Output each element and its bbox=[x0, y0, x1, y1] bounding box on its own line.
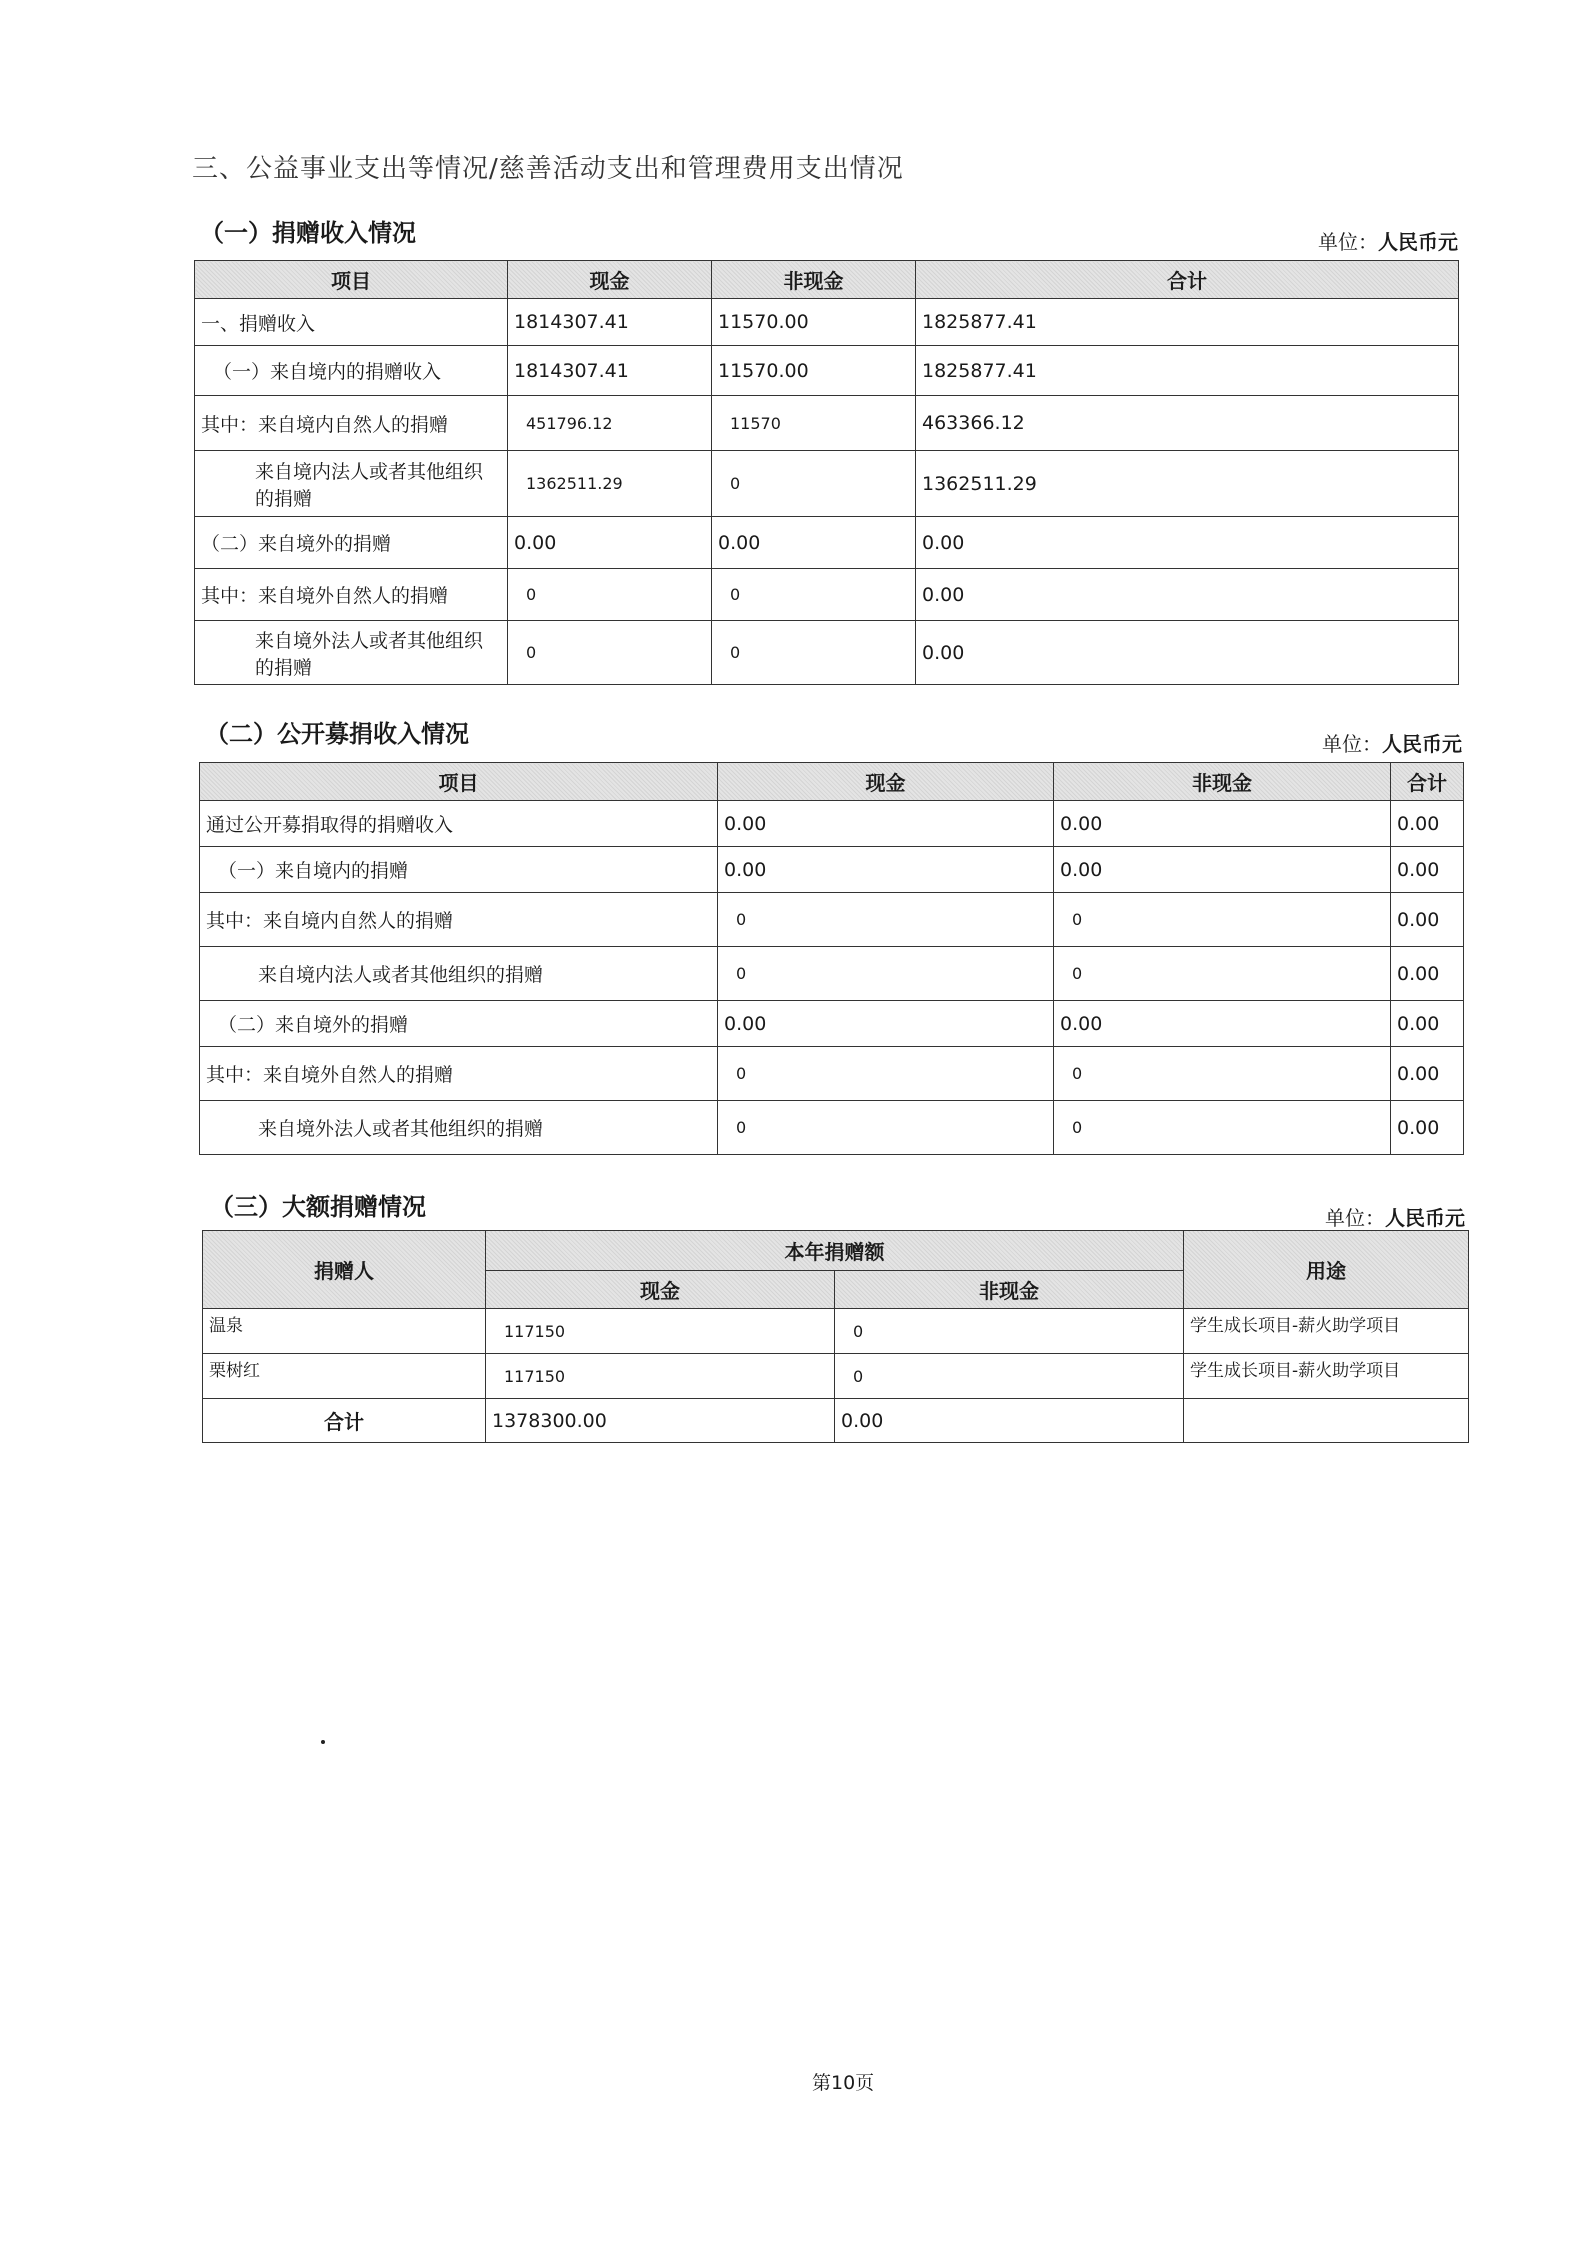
row-donor: 栗树红 bbox=[203, 1354, 486, 1399]
row-item: （一）来自境内的捐赠收入 bbox=[195, 346, 508, 396]
row-total: 0.00 bbox=[1391, 801, 1464, 847]
row-cash: 0 bbox=[718, 1047, 1054, 1101]
table-row bbox=[200, 947, 1464, 1001]
large-donation-table bbox=[202, 1230, 1469, 1443]
row-noncash: 0.00 bbox=[1054, 1001, 1391, 1047]
table-header-row bbox=[203, 1231, 1469, 1271]
row-item: 通过公开募捐取得的捐赠收入 bbox=[200, 801, 718, 847]
row-noncash: 11570.00 bbox=[712, 346, 916, 396]
large-donation-title: （三）大额捐赠情况 bbox=[210, 1193, 426, 1221]
col-header-donor: 捐赠人 bbox=[203, 1231, 486, 1309]
row-total: 0.00 bbox=[1391, 1001, 1464, 1047]
public-fundraising-table bbox=[199, 762, 1464, 1155]
table-header-row bbox=[195, 261, 1459, 299]
row-cash: 117150 bbox=[486, 1354, 835, 1399]
table-row bbox=[200, 893, 1464, 947]
row-noncash: 11570 bbox=[712, 396, 916, 451]
row-item: 来自境外法人或者其他组织的捐赠 bbox=[200, 1101, 718, 1155]
row-cash: 0 bbox=[508, 569, 712, 621]
row-item: （一）来自境内的捐赠 bbox=[200, 847, 718, 893]
row-total: 0.00 bbox=[916, 517, 1459, 569]
row-total: 463366.12 bbox=[916, 396, 1459, 451]
unit-value: 人民币元 bbox=[1378, 230, 1458, 254]
table-row bbox=[200, 847, 1464, 893]
table-row bbox=[195, 451, 1459, 517]
row-cash: 0.00 bbox=[508, 517, 712, 569]
col-header-total: 合计 bbox=[916, 261, 1459, 299]
table-row bbox=[195, 569, 1459, 621]
table-row bbox=[195, 299, 1459, 346]
row-cash: 117150 bbox=[486, 1309, 835, 1354]
row-total: 0.00 bbox=[916, 569, 1459, 621]
row-cash: 0 bbox=[718, 893, 1054, 947]
row-total: 0.00 bbox=[1391, 1101, 1464, 1155]
row-noncash: 0 bbox=[1054, 1047, 1391, 1101]
unit-label: 单位： bbox=[1322, 732, 1382, 756]
row-purpose: 学生成长项目-薪火助学项目 bbox=[1184, 1354, 1469, 1399]
row-item: 其中：来自境内自然人的捐赠 bbox=[195, 396, 508, 451]
row-noncash: 11570.00 bbox=[712, 299, 916, 346]
table-header-row bbox=[200, 763, 1464, 801]
row-noncash: 0.00 bbox=[712, 517, 916, 569]
row-total: 1362511.29 bbox=[916, 451, 1459, 517]
row-noncash: 0 bbox=[835, 1309, 1184, 1354]
row-item: 其中：来自境外自然人的捐赠 bbox=[200, 1047, 718, 1101]
table-total-row bbox=[203, 1399, 1469, 1443]
table-row bbox=[195, 396, 1459, 451]
col-header-cash: 现金 bbox=[486, 1271, 835, 1309]
row-noncash: 0 bbox=[835, 1354, 1184, 1399]
row-purpose: 学生成长项目-薪火助学项目 bbox=[1184, 1309, 1469, 1354]
col-header-noncash: 非现金 bbox=[712, 261, 916, 299]
col-header-noncash: 非现金 bbox=[835, 1271, 1184, 1309]
row-total: 0.00 bbox=[1391, 847, 1464, 893]
row-item: 来自境内法人或者其他组织的捐赠 bbox=[200, 947, 718, 1001]
row-noncash: 0 bbox=[1054, 947, 1391, 1001]
unit-value: 人民币元 bbox=[1382, 732, 1462, 756]
table-row bbox=[203, 1354, 1469, 1399]
table-row bbox=[200, 1047, 1464, 1101]
row-total: 1825877.41 bbox=[916, 346, 1459, 396]
row-cash: 0 bbox=[508, 621, 712, 685]
row-noncash: 0 bbox=[712, 569, 916, 621]
row-total: 0.00 bbox=[916, 621, 1459, 685]
row-cash: 0 bbox=[718, 1101, 1054, 1155]
row-item: 其中：来自境外自然人的捐赠 bbox=[195, 569, 508, 621]
donation-income-unit bbox=[1318, 226, 1458, 255]
row-total: 0.00 bbox=[1391, 893, 1464, 947]
unit-value: 人民币元 bbox=[1385, 1206, 1465, 1230]
donation-income-title: （一）捐赠收入情况 bbox=[200, 219, 416, 247]
row-cash: 451796.12 bbox=[508, 396, 712, 451]
page-number: 第10页 bbox=[812, 2072, 875, 2094]
large-donation-unit bbox=[1325, 1202, 1465, 1231]
table-row bbox=[195, 346, 1459, 396]
col-header-item: 项目 bbox=[200, 763, 718, 801]
row-item: （二）来自境外的捐赠 bbox=[200, 1001, 718, 1047]
row-noncash: 0.00 bbox=[1054, 801, 1391, 847]
row-total: 0.00 bbox=[1391, 947, 1464, 1001]
table-row bbox=[200, 801, 1464, 847]
row-item: 来自境内法人或者其他组织的捐赠 bbox=[195, 451, 508, 517]
row-noncash: 0 bbox=[712, 621, 916, 685]
col-header-item: 项目 bbox=[195, 261, 508, 299]
row-cash: 0 bbox=[718, 947, 1054, 1001]
row-cash: 0.00 bbox=[718, 801, 1054, 847]
table-row bbox=[200, 1101, 1464, 1155]
row-noncash: 0 bbox=[1054, 1101, 1391, 1155]
donation-income-table bbox=[194, 260, 1459, 685]
row-total: 1825877.41 bbox=[916, 299, 1459, 346]
col-header-cash: 现金 bbox=[508, 261, 712, 299]
row-cash: 1814307.41 bbox=[508, 299, 712, 346]
col-header-purpose: 用途 bbox=[1184, 1231, 1469, 1309]
row-donor: 温泉 bbox=[203, 1309, 486, 1354]
table-row bbox=[195, 517, 1459, 569]
row-item: 其中：来自境内自然人的捐赠 bbox=[200, 893, 718, 947]
total-purpose bbox=[1184, 1399, 1469, 1443]
table-row bbox=[200, 1001, 1464, 1047]
public-fundraising-unit bbox=[1322, 728, 1462, 757]
unit-label: 单位： bbox=[1318, 230, 1378, 254]
col-header-year-amount: 本年捐赠额 bbox=[486, 1231, 1184, 1271]
total-noncash: 0.00 bbox=[835, 1399, 1184, 1443]
unit-label: 单位： bbox=[1325, 1206, 1385, 1230]
total-cash: 1378300.00 bbox=[486, 1399, 835, 1443]
row-total: 0.00 bbox=[1391, 1047, 1464, 1101]
table-row bbox=[195, 621, 1459, 685]
col-header-total: 合计 bbox=[1391, 763, 1464, 801]
row-item: 一、捐赠收入 bbox=[195, 299, 508, 346]
table-row bbox=[203, 1309, 1469, 1354]
scan-speck bbox=[321, 1740, 325, 1744]
col-header-noncash: 非现金 bbox=[1054, 763, 1391, 801]
total-label: 合计 bbox=[203, 1399, 486, 1443]
row-cash: 0.00 bbox=[718, 1001, 1054, 1047]
row-noncash: 0 bbox=[1054, 893, 1391, 947]
row-noncash: 0.00 bbox=[1054, 847, 1391, 893]
col-header-cash: 现金 bbox=[718, 763, 1054, 801]
main-heading: 三、公益事业支出等情况/慈善活动支出和管理费用支出情况 bbox=[192, 154, 904, 184]
row-cash: 1362511.29 bbox=[508, 451, 712, 517]
row-cash: 0.00 bbox=[718, 847, 1054, 893]
row-noncash: 0 bbox=[712, 451, 916, 517]
row-item: 来自境外法人或者其他组织的捐赠 bbox=[195, 621, 508, 685]
public-fundraising-title: （二）公开募捐收入情况 bbox=[205, 720, 469, 748]
row-cash: 1814307.41 bbox=[508, 346, 712, 396]
row-item: （二）来自境外的捐赠 bbox=[195, 517, 508, 569]
